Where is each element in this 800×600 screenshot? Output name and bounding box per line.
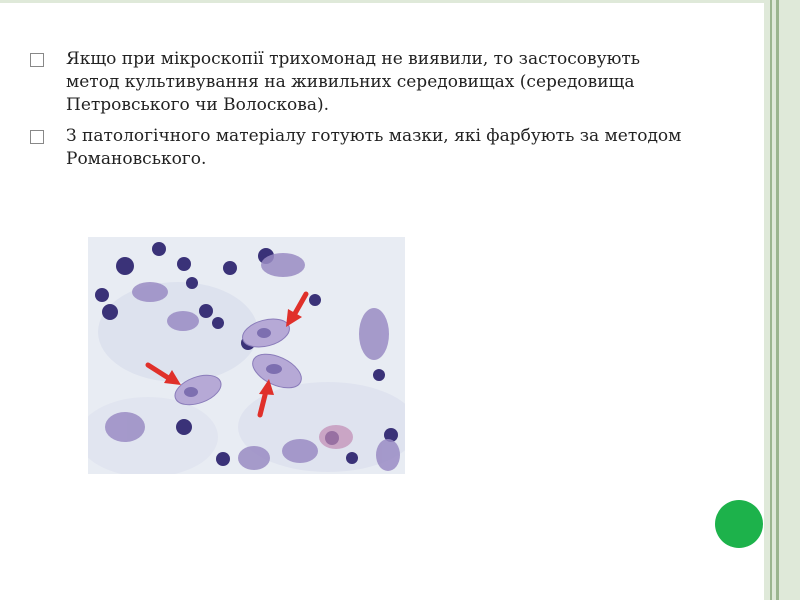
bullet-item-2 <box>30 125 710 171</box>
bullet-list <box>30 48 710 179</box>
bullet-text-2: З патологічного матеріалу готують мазки, які фарбують за методом Романовського. <box>66 126 682 169</box>
bullet-item-1 <box>30 48 710 117</box>
bullet-icon <box>30 130 44 144</box>
accent-circle <box>715 500 763 548</box>
top-border <box>0 0 800 3</box>
side-frame <box>764 0 800 600</box>
bullet-text-1: Якщо при мікроскопії трихомонад не виявили, то застосовують метод культивування на живильних середовищах (середовища Петровського чи Волоскова). <box>66 49 641 115</box>
microscopy-image <box>88 237 405 474</box>
bullet-icon <box>30 53 44 67</box>
